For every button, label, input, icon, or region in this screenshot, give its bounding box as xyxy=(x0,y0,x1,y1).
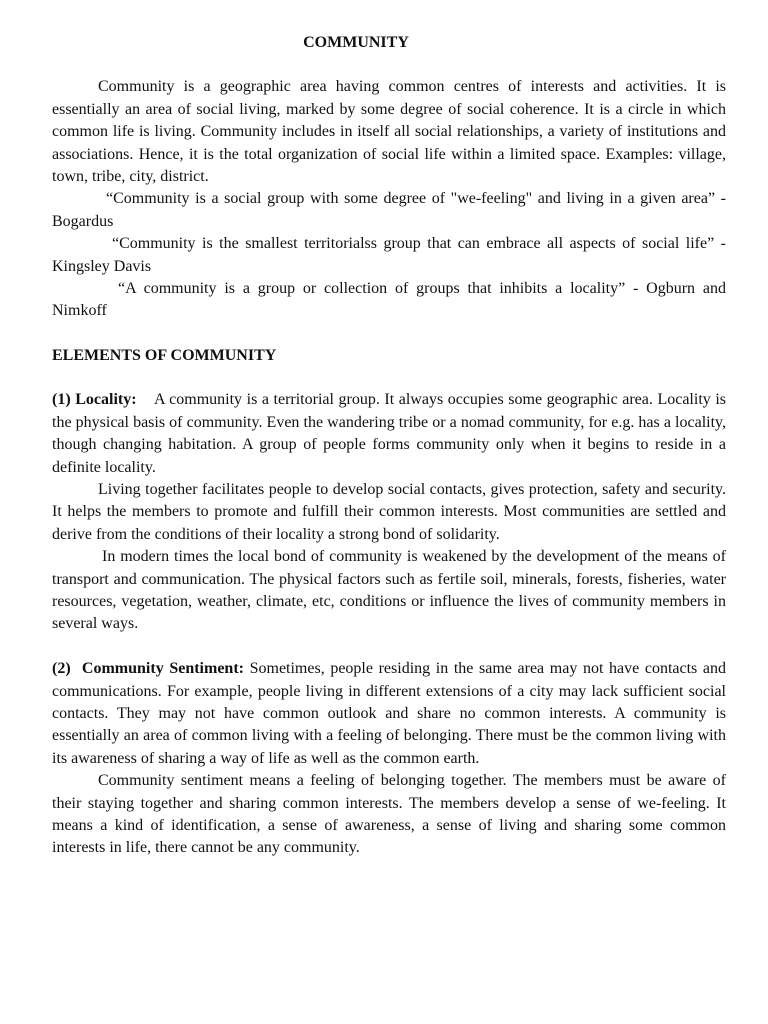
sentiment-paragraph-2: Community sentiment means a feeling of belonging together. The members must be aware of their staying together and sharing common interests. The members develop a sense of we-feeling. It means a kind of identification, a sense of awareness, a sense of living and sharing some common interests in life, there cannot be any community. xyxy=(52,772,726,857)
page-title: COMMUNITY xyxy=(303,34,409,51)
locality-text: A community is a territorial group. It always occupies some geographic area. Locality is the physical basis of community. Even the wandering tribe or a nomad community, for e.g. has a locality, though changing habitation. A group of people forms community only when it begins to reside in a definite locality. xyxy=(52,391,727,476)
locality-paragraph-3: In modern times the local bond of community is weakened by the development of the means of transport and communication. The physical factors such as fertile soil, minerals, forests, fisheries, water resources, vegetation, weather, climate, etc, conditions or influence the lives of community members in several ways. xyxy=(52,548,726,633)
quote-kingsley-davis: “Community is the smallest territorialss group that can embrace all aspects of social life” - Kingsley Davis xyxy=(52,235,726,275)
sentiment-number: (2) xyxy=(52,660,71,678)
locality-paragraph xyxy=(52,389,726,479)
sentiment-paragraph xyxy=(52,658,726,770)
locality-paragraph-2: Living together facilitates people to develop social contacts, gives protection, safety and security. It helps the members to promote and fulfill their common interests. Most communities are settled and derive from the conditions of their locality a strong bond of solidarity. xyxy=(52,480,726,543)
intro-paragraph: Community is a geographic area having common centres of interests and activities. It is essentially an area of social living, marked by some degree of social coherence. It is a circle in which common life is living. Community includes in itself all social relationships, a variety of institutions and associations. Hence, it is the total organization of social life within a limited space. Examples: village, town, tribe, city, district. xyxy=(52,78,726,186)
document-page xyxy=(52,32,726,860)
sentiment-label: Community Sentiment: xyxy=(81,660,244,678)
quote-bogardus: “Community is a social group with some degree of "we-feeling" and living in a given area” - Bogardus xyxy=(52,190,726,230)
section-heading-elements: ELEMENTS OF COMMUNITY xyxy=(52,346,277,364)
section-gap xyxy=(52,636,726,658)
quote-ogburn-nimkoff: “A community is a group or collection of groups that inhibits a locality” - Ogburn and Nimkoff xyxy=(52,280,726,320)
locality-label: (1) Locality: xyxy=(52,391,137,409)
sentiment-text: Sometimes, people residing in the same area may not have contacts and communications. For example, people living in different extensions of a city may lack sufficient social contacts. They may not have common outlook and share no common interests. A community is essentially an area of common living with a feeling of belonging. There must be the common living with its awareness of sharing a way of life as well as the common earth. xyxy=(52,660,726,767)
